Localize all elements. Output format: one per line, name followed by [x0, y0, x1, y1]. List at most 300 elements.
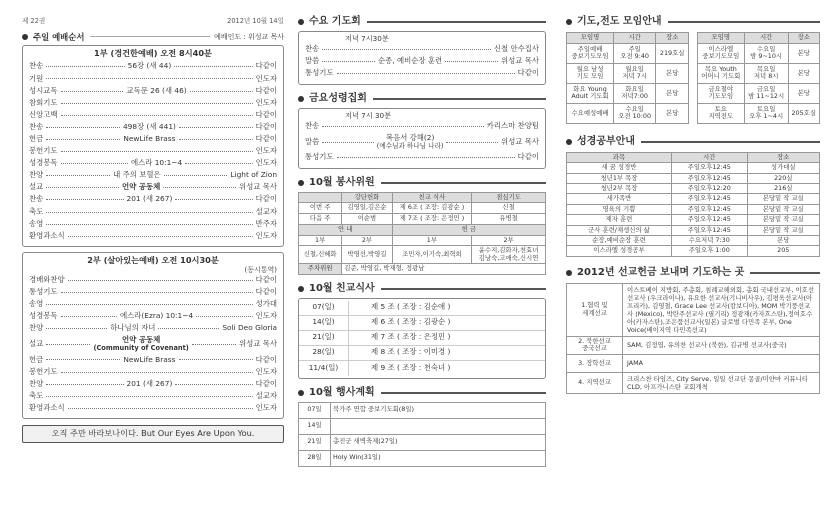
volunteers-heading: [298, 177, 546, 189]
dotted-leader: [190, 91, 253, 92]
table-cell: 새가족반: [567, 194, 672, 204]
order-row: [29, 206, 277, 218]
fellowship-date: 14(일): [299, 316, 349, 330]
table-header-cell: 장소: [656, 33, 689, 44]
order-item: 말씀: [305, 56, 320, 66]
table-row: [299, 246, 546, 264]
dotted-leader: [322, 126, 483, 127]
order-detail: 내 주의 보혈은: [113, 170, 161, 180]
table-cell: 제 7조 ( 조장: 은정민 ): [392, 214, 471, 225]
dotted-leader: [158, 328, 219, 329]
order-row: [29, 323, 277, 335]
fellowship-list: [299, 301, 545, 376]
dotted-leader: [46, 384, 123, 385]
table-cell: 토요일 오후 1~4시: [744, 103, 788, 123]
order-detail-line: (예수님과 하나님 나라): [376, 141, 444, 150]
dotted-leader: [46, 66, 124, 67]
table-cell: 김영일,김은순: [342, 203, 392, 214]
wed-title: 수요 기도회: [309, 16, 361, 27]
order-row: [29, 218, 277, 230]
prayer-title: 기도,전도 모임안내: [577, 16, 662, 27]
order-item: 봉헌기도: [29, 366, 58, 376]
footer-motto: 오직 주만 바라보나이다. But Our Eyes Are Upon You.: [22, 425, 284, 443]
order-item: 찬양: [29, 378, 44, 388]
dotted-leader: [46, 199, 123, 200]
table-cell: 월요 남성 기도 모임: [567, 63, 614, 83]
table-cell: 군사 훈련/재생신의 삶: [567, 225, 672, 235]
fellowship-title: 10월 친교식사: [309, 282, 375, 294]
order-row: [29, 170, 277, 182]
table-cell: 순장,예비순장 훈련: [567, 235, 672, 245]
dotted-leader: [61, 292, 253, 293]
order-row: [29, 299, 277, 311]
table-row: [697, 103, 819, 123]
order-detail-line: 복음서 강해(2): [385, 132, 435, 142]
table-cell: 219호실: [656, 43, 689, 63]
dotted-leader: [445, 61, 498, 62]
order-row: [29, 182, 277, 194]
table-cell: 영육의 기쁨: [567, 204, 672, 214]
fri-heading: [298, 93, 546, 105]
order-row: [29, 274, 277, 286]
table-cell: 성가대실: [747, 163, 819, 173]
order-leader: Soli Deo Gloria: [222, 323, 278, 333]
bullet-icon: [298, 19, 304, 25]
fellowship-date: 11/4(일): [299, 361, 349, 376]
table-row: [567, 225, 820, 235]
order-item: 송영: [29, 218, 44, 228]
order-row: [305, 133, 539, 152]
wed-box: [298, 31, 546, 85]
study-title: 성경공부안내: [577, 135, 635, 147]
mission-targets: JAMA: [623, 354, 820, 372]
table-cell: 216실: [747, 184, 819, 194]
event-date: 21일: [299, 434, 331, 450]
dotted-leader: [175, 199, 252, 200]
fellowship-box: [298, 298, 546, 379]
order-row: [29, 194, 277, 206]
table-cell: 본당: [656, 83, 689, 103]
events-title: 10월 행사계획: [309, 386, 375, 398]
order-item: 통성기도: [305, 68, 334, 78]
table-cell: 수요일 밤 9~10시: [744, 43, 788, 63]
mission-category: 3. 장학선교: [567, 354, 623, 372]
order-item: 축도: [29, 206, 44, 216]
order-leader: 다같이: [255, 194, 277, 204]
table-cell: 유병철: [472, 214, 546, 225]
order-leader: 위성교 목사: [238, 339, 277, 348]
order-leader: 인도자: [255, 146, 277, 156]
order-leader: 인도자: [255, 97, 277, 107]
fri-time: 저녁 7시 30분: [345, 110, 392, 120]
divider: [90, 36, 210, 37]
order-detail: NewLife Brass: [123, 134, 176, 143]
volunteers-title: 10월 봉사위원: [309, 176, 375, 188]
order-leader: 위성교 목사: [500, 136, 539, 146]
table-cell: 220실: [747, 173, 819, 183]
order-detail: [93, 336, 188, 353]
order-item: 경배와찬양: [29, 275, 65, 285]
table-cell: 본당: [656, 103, 689, 123]
table-row: [299, 214, 546, 225]
fellowship-group: 제 6 조 ( 조장 : 김광순 ): [371, 317, 451, 327]
sunday-heading: [22, 32, 284, 42]
dotted-leader: [46, 187, 119, 188]
bullet-icon: [22, 34, 28, 40]
order-leader: 다같이: [255, 121, 278, 131]
dotted-leader: [68, 408, 253, 409]
order-leader: 인도자: [255, 311, 278, 321]
fri-box: [298, 108, 546, 169]
table-header-cell: 시간: [744, 33, 788, 44]
order-row: [305, 121, 539, 133]
table-row: [567, 336, 820, 354]
table-row: [299, 418, 546, 434]
table-header-cell: 시간: [671, 152, 747, 163]
table-row: [299, 450, 546, 466]
table-row: [567, 215, 820, 225]
order-item: 송영: [29, 299, 44, 309]
order-item: 찬송: [29, 194, 44, 204]
events-table: [298, 402, 546, 467]
order-leader: 인도자: [255, 366, 277, 376]
table-cell: 주일 오전 9:40: [614, 43, 656, 63]
dotted-leader: [46, 328, 107, 329]
order-item: 찬양: [29, 323, 44, 333]
dotted-leader: [61, 115, 253, 116]
table-cell: 화요 Young Adult 기도회: [567, 83, 614, 103]
volunteers-header-cell: 점심기도: [472, 192, 546, 203]
event-date: 07일: [299, 402, 331, 418]
volunteers-header-cell: [299, 192, 342, 203]
dotted-leader: [174, 66, 252, 67]
study-table: [566, 152, 820, 257]
volunteers-header-cell: 강단헌화: [342, 192, 392, 203]
order-leader: 설교자: [255, 206, 277, 216]
dotted-leader: [163, 187, 236, 188]
order-row: [29, 109, 277, 121]
study-heading: [566, 136, 820, 148]
order-item: 신앙고백: [29, 109, 58, 119]
worship-leader: 예배인도 : 위성교 목사: [214, 32, 284, 41]
table-cell: 주일오후12:45: [671, 163, 747, 173]
divider: [668, 21, 820, 23]
order-row: [29, 133, 277, 145]
fellowship-group: 제 9 조 ( 조장 : 천숙녀 ): [371, 362, 451, 372]
order-item: 환영과소식: [29, 402, 65, 412]
dotted-leader: [179, 139, 253, 140]
fri-order: [305, 121, 539, 164]
list-item: [299, 301, 545, 316]
table-cell: 본당: [656, 63, 689, 83]
table-header-cell: 모임명: [697, 33, 744, 44]
table-cell: 수요저녁 7:30: [671, 235, 747, 245]
order-leader: 인도자: [255, 158, 277, 168]
dotted-leader: [61, 316, 117, 317]
volunteers-header-cell: 친교 식사: [392, 192, 471, 203]
prayer-table-left: [566, 32, 689, 124]
table-cell: 이순범: [342, 214, 392, 225]
event-name: 총진군 새벽축제(27일): [331, 434, 546, 450]
order-detail: 498장 (새 441): [122, 121, 176, 131]
table-cell: 제자 훈련: [567, 215, 672, 225]
order-leader: Light of Zion: [230, 170, 278, 180]
table-row: [299, 402, 546, 418]
dotted-leader: [337, 73, 515, 74]
fellowship-group: 제 8 조 ( 조장 : 이미경 ): [371, 347, 451, 357]
list-item: [299, 361, 545, 376]
usher-header: 안 내: [299, 224, 393, 235]
dotted-leader: [61, 91, 124, 92]
table-cell: 금요일 밤 11~12시: [744, 83, 788, 103]
order-detail-line: 언약 공동체: [121, 335, 161, 345]
column-info: [566, 0, 820, 394]
service-1-box: [22, 45, 284, 247]
table-row: [567, 204, 820, 214]
dotted-leader: [68, 236, 253, 237]
order-row: [29, 378, 277, 390]
order-leader: 다같이: [255, 287, 277, 297]
service-2-box: [22, 252, 284, 419]
table-row: [697, 83, 819, 103]
table-cell: 다음 주: [299, 214, 342, 225]
table-row: [567, 354, 820, 372]
bullet-icon: [566, 19, 572, 25]
bullet-icon: [298, 286, 304, 292]
table-cell: 205: [747, 246, 819, 256]
table-cell: 김준, 박영길, 박재형, 정광남: [342, 263, 546, 274]
order-detail: 교독문 26 (새 46): [126, 85, 187, 95]
table-cell: 수요일 오전 10:00: [614, 103, 656, 123]
table-header-cell: 장소: [788, 33, 820, 44]
divider: [381, 182, 546, 184]
order-row: [29, 335, 277, 354]
service-2-title: 2부 (살아있는예배) 오전 10시30분: [87, 255, 219, 266]
mission-targets: SAM, 김정엽, 유의찬 선교사 (북한), 김규병 선교사(중국): [623, 336, 820, 354]
service-1-order: [29, 61, 277, 242]
fri-title: 금요성령집회: [309, 92, 367, 104]
order-detail-line: (Community of Covenant): [93, 343, 189, 352]
offering-header: 헌 금: [392, 224, 545, 235]
order-row: [29, 121, 277, 133]
sunday-title: 주일 예배순서: [33, 31, 85, 42]
order-row: [29, 390, 277, 402]
table-row: [567, 173, 820, 183]
fellowship-group: 제 7 조 ( 조장 : 은정민 ): [371, 332, 451, 342]
table-cell: 수요예성예배: [567, 103, 614, 123]
bullet-icon: [566, 270, 572, 276]
table-cell: 2부: [342, 235, 392, 246]
dotted-leader: [192, 344, 236, 345]
table-cell: 금요철야 기도모임: [697, 83, 744, 103]
order-item: 찬송: [305, 44, 320, 54]
table-cell: 본당: [788, 43, 820, 63]
table-row: [299, 434, 546, 450]
dotted-leader: [164, 175, 228, 176]
order-leader: 인도자: [255, 73, 277, 83]
order-detail: 에스라 10:1~4: [130, 158, 183, 168]
order-item: 환영과소식: [29, 230, 65, 240]
dotted-leader: [68, 280, 253, 281]
table-cell: 주일오후12:45: [671, 173, 747, 183]
table-cell: 윤수지,김화자,천효녀 김낭숙,고애숙,신시연: [472, 246, 546, 264]
order-leader: 다같이: [517, 152, 539, 162]
wed-heading: [298, 16, 546, 28]
table-row: [697, 43, 819, 63]
table-row: [567, 63, 689, 83]
table-cell: 본당밑 작 교실: [747, 225, 819, 235]
table-header-cell: 시간: [614, 33, 656, 44]
table-cell: 제 6조 ( 조장: 김광순 ): [392, 203, 471, 214]
dotted-leader: [322, 142, 374, 143]
fellowship-group: 제 5 조 ( 조장 : 김순애 ): [371, 302, 451, 312]
service-2-order: [29, 274, 277, 414]
event-name: 북가주 연합 중보기도회(8일): [331, 402, 546, 418]
order-item: 성경봉독: [29, 158, 58, 168]
order-item: 기원: [29, 73, 44, 83]
table-header-cell: 모임명: [567, 33, 614, 44]
table-cell: 주일오후12:45: [671, 194, 747, 204]
order-leader: 신철 안수집사: [493, 44, 539, 54]
table-cell: 본당: [788, 83, 820, 103]
fellowship-date: 07(일): [299, 301, 349, 315]
table-row: [697, 63, 819, 83]
order-item: 참회기도: [29, 97, 58, 107]
order-detail: 순종, 예비순장 훈련: [378, 56, 443, 66]
fellowship-date: 21(일): [299, 331, 349, 345]
order-leader: 다같이: [255, 378, 277, 388]
dotted-leader: [179, 127, 253, 128]
table-row: [567, 246, 820, 256]
order-leader: 위성교 목사: [238, 182, 278, 192]
order-row: [29, 73, 277, 85]
table-cell: 신철,신혜화: [299, 246, 342, 264]
dotted-leader: [322, 49, 491, 50]
event-date: 28일: [299, 450, 331, 466]
table-cell: 주일오후12:20: [671, 184, 747, 194]
dotted-leader: [185, 163, 252, 164]
order-row: [29, 287, 277, 299]
order-leader: 다같이: [255, 61, 278, 71]
table-cell: 월요일 저녁 7시: [614, 63, 656, 83]
order-item: 성경봉독: [29, 311, 58, 321]
table-cell: 이번 주: [299, 203, 342, 214]
table-cell: 토요 지역전도: [697, 103, 744, 123]
table-cell: 새 꿈 성경반: [567, 163, 672, 173]
order-row: [305, 44, 539, 56]
dotted-leader: [196, 316, 252, 317]
table-cell: 1부: [392, 235, 471, 246]
order-leader: 성가대: [255, 299, 277, 309]
events-heading: [298, 387, 546, 399]
table-cell: 박영선,박영길: [342, 246, 392, 264]
column-worship: [22, 0, 284, 443]
table-cell: 주일오후12:45: [671, 225, 747, 235]
missions-heading: [566, 267, 820, 279]
dotted-leader: [46, 344, 90, 345]
mission-category: 1.협력 및 세계선교: [567, 283, 623, 336]
divider: [750, 272, 820, 274]
dotted-leader: [46, 175, 110, 176]
prayer-tables: [566, 32, 820, 124]
order-item: 찬송: [305, 121, 320, 131]
divider: [641, 141, 820, 143]
table-row: [567, 83, 689, 103]
table-cell: 신철: [472, 203, 546, 214]
table-cell: 본당: [747, 235, 819, 245]
dotted-leader: [61, 163, 128, 164]
list-item: [299, 316, 545, 331]
order-row: [305, 68, 539, 80]
order-detail: 201 (새 267): [126, 194, 173, 204]
bullet-icon: [566, 139, 572, 145]
order-row: [305, 152, 539, 164]
bullet-icon: [298, 390, 304, 396]
order-detail: 201 (새 267): [126, 378, 173, 388]
order-detail: NewLife Brass: [123, 354, 176, 364]
order-row: [29, 85, 277, 97]
list-item: [299, 331, 545, 346]
table-row: [567, 372, 820, 393]
order-item: 헌금: [29, 134, 44, 143]
issue-date: 2012년 10월 14일: [227, 17, 284, 25]
dotted-leader: [46, 78, 252, 79]
table-header-cell: 과목: [567, 152, 672, 163]
table-cell: 본당밑 작 교실: [747, 194, 819, 204]
service-1-title: 1부 (경건한예배) 오전 8시40분: [94, 47, 212, 58]
order-item: 통성기도: [29, 287, 58, 297]
order-item: 찬송: [29, 61, 44, 71]
order-row: [29, 61, 277, 73]
order-detail: [377, 134, 444, 151]
table-cell: 목요일 저녁 8시: [744, 63, 788, 83]
table-row: [567, 184, 820, 194]
table-row: [299, 263, 546, 274]
mission-targets: 크리스찬 타임즈, City Serve, 일일 선교단 몽골/미얀마 커뮤니티 CLD, 아프가니스탄 교회개척: [623, 372, 820, 393]
table-cell: 주일오후 1:00: [671, 246, 747, 256]
table-cell: 화요일 저녁7:00: [614, 83, 656, 103]
order-item: 찬송: [29, 121, 44, 131]
table-cell: 청년2부 목장: [567, 184, 672, 194]
table-cell: 주일오후12:45: [671, 204, 747, 214]
divider: [381, 392, 546, 394]
order-leader: 설교자: [255, 390, 277, 400]
prayer-heading: [566, 16, 820, 28]
table-cell: 주일오후12:45: [671, 215, 747, 225]
column-weekly: [298, 0, 546, 467]
mission-targets: 이스트베이 지방회, 주총회, 침례교해외회, 총회 국내선교부, 이호선선교사 (우크라이나), 유요한 선교사(기니비사우), 김평욱선교사(아프리카), 김영철, Grace Lee 선교사(캄보디아), MOM 박기풍선교사 (Mexico), 박란주선교사 (필기리) 정광재(카자흐스탄),정여호수아(카자스탄),조은품선교사(일본) 글로벌 다민족 본부, One Voice(베이지역 다민족선교): [623, 283, 820, 336]
interpretation-note: (동시통역): [244, 266, 277, 275]
order-item: 통성기도: [305, 152, 334, 162]
table-cell: 1부: [299, 235, 342, 246]
table-cell: 청년1부 목장: [567, 173, 672, 183]
order-item: 성시교독: [29, 85, 58, 95]
order-leader: 다같이: [255, 354, 277, 364]
dotted-leader: [175, 384, 252, 385]
dotted-leader: [46, 127, 120, 128]
order-leader: 카리스마 찬양팀: [486, 121, 539, 131]
page-header: [22, 18, 284, 26]
order-detail: 에스라(Ezra) 10:1~4: [120, 311, 194, 321]
order-row: [305, 56, 539, 68]
table-cell: 본당밑 작 교실: [747, 204, 819, 214]
order-item: 말씀: [305, 136, 320, 146]
order-row: [29, 145, 277, 157]
table-cell: 조민자,이기숙,최혁희: [392, 246, 471, 264]
table-cell: 목요 Youth 어머니 기도회: [697, 63, 744, 83]
table-row: [567, 163, 820, 173]
event-name: Holy Win(31일): [331, 450, 546, 466]
